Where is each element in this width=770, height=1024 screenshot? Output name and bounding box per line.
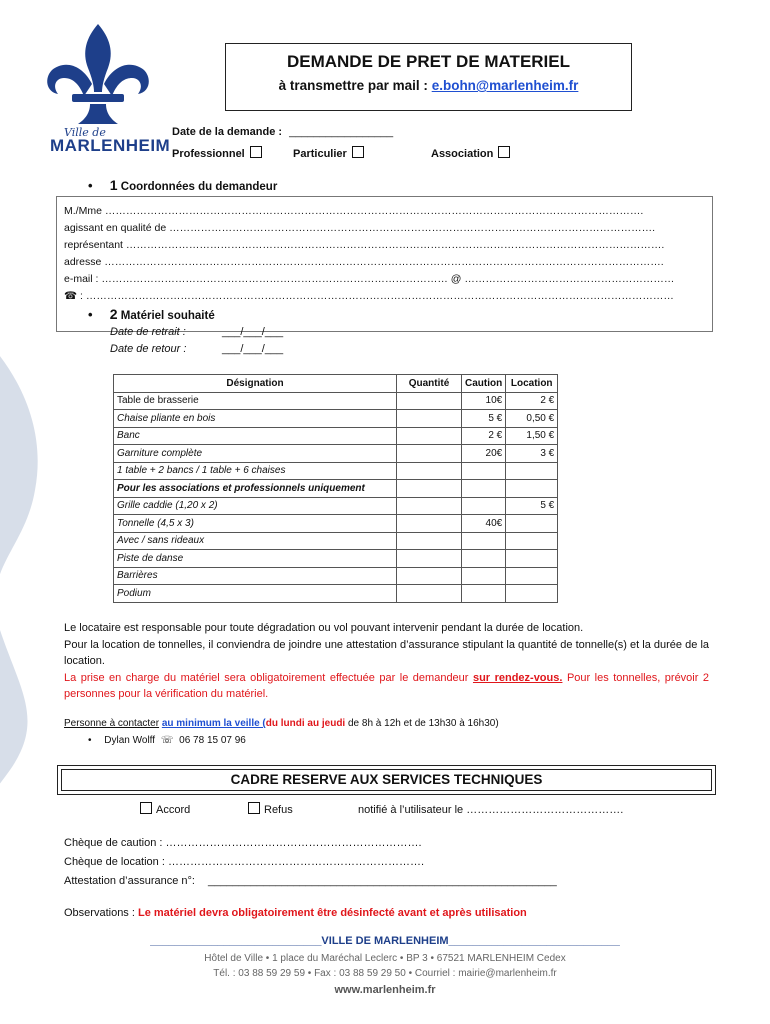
- logo: [38, 20, 171, 160]
- fleur-de-lis-icon: [38, 20, 158, 130]
- retour-date[interactable]: ___/___/___: [222, 343, 284, 355]
- bullet-icon: •: [88, 307, 93, 322]
- refus-label: Refus: [264, 804, 293, 816]
- cell-designation: Table de brasserie: [114, 392, 397, 410]
- cell-quantite[interactable]: [397, 585, 462, 603]
- section2-title: Matériel souhaité: [120, 310, 215, 322]
- cell-caution: 40€: [462, 515, 506, 533]
- field-email[interactable]: e-mail : ……………………………………………………………………………………… @ ……………………………………………………: [64, 273, 675, 285]
- notifie-field[interactable]: notifié à l’utilisateur le …………………………………….: [358, 804, 624, 816]
- table-row: [114, 532, 558, 550]
- cell-designation: Banc: [114, 427, 397, 445]
- field-mme[interactable]: M./Mme ……………………………………………………………………………………………………………………………………….: [64, 205, 644, 217]
- cell-quantite[interactable]: [397, 445, 462, 463]
- cell-location: [506, 515, 558, 533]
- retour-label: Date de retour :: [110, 343, 187, 355]
- header-location: Location: [506, 375, 558, 393]
- field-phone[interactable]: [64, 290, 674, 302]
- contact-label: Personne à contacter: [64, 718, 160, 729]
- condition-red: [64, 670, 709, 703]
- cell-location: 1,50 €: [506, 427, 558, 445]
- cell-designation: Tonnelle (4,5 x 3): [114, 515, 397, 533]
- cell-designation: 1 table + 2 bancs / 1 table + 6 chaises: [114, 462, 397, 480]
- header-quantite: Quantité: [397, 375, 462, 393]
- request-date-row: [172, 126, 393, 138]
- cell-location: [506, 585, 558, 603]
- cell-designation: Avec / sans rideaux: [114, 532, 397, 550]
- footer-address: Hôtel de Ville • 1 place du Maréchal Leclerc • BP 3 • 67521 MARLENHEIM Cedex: [204, 953, 566, 964]
- cell-location: [506, 567, 558, 585]
- cell-designation: Pour les associations et professionnels uniquement: [114, 480, 397, 498]
- cell-quantite[interactable]: [397, 532, 462, 550]
- retrait-date[interactable]: ___/___/___: [222, 326, 284, 338]
- cell-caution: [462, 480, 506, 498]
- page-title: DEMANDE DE PRET DE MATERIEL: [286, 52, 571, 71]
- logo-ville-de: Ville de: [64, 126, 106, 139]
- field-adresse[interactable]: adresse …………………………………………………………………………………………………………………………………………….: [64, 256, 664, 268]
- services-title: CADRE RESERVE AUX SERVICES TECHNIQUES: [230, 772, 543, 787]
- table-row: [114, 550, 558, 568]
- association-checkbox[interactable]: [498, 146, 510, 158]
- contact-person: [88, 735, 246, 746]
- field-agissant[interactable]: agissant en qualité de ………………………………………………………………………………………………………………………….: [64, 222, 655, 234]
- page-subtitle: [226, 78, 631, 93]
- phone-dots: : ……………………………………………………………………………………………………………………………………………………: [80, 290, 674, 302]
- particulier-checkbox[interactable]: [352, 146, 364, 158]
- cell-quantite[interactable]: [397, 392, 462, 410]
- observations: [64, 907, 527, 919]
- table-row: [114, 515, 558, 533]
- cell-location: 3 €: [506, 445, 558, 463]
- phone-icon: ☏: [160, 735, 174, 746]
- table-row: [114, 497, 558, 515]
- table-row: [114, 585, 558, 603]
- cell-caution: [462, 532, 506, 550]
- table-row: [114, 567, 558, 585]
- cell-location: [506, 532, 558, 550]
- footer-ville: ____________________________VILLE DE MARLENHEIM____________________________: [150, 935, 620, 947]
- section2-number: 2: [109, 306, 118, 322]
- type-association: [431, 146, 510, 160]
- cell-designation: Chaise pliante en bois: [114, 410, 397, 428]
- bullet-icon: •: [88, 735, 92, 746]
- cell-quantite[interactable]: [397, 410, 462, 428]
- conditions-text: [64, 620, 709, 703]
- request-date-blank[interactable]: _________________: [289, 126, 394, 138]
- cell-location: 2 €: [506, 392, 558, 410]
- section1-title: Coordonnées du demandeur: [120, 181, 278, 193]
- condition-2: Pour la location de tonnelles, il conviendra de joindre une attestation d’assurance stipulant la quantité de tonnelle(s) et la durée de la location.: [64, 638, 709, 667]
- cell-caution: [462, 567, 506, 585]
- cell-quantite[interactable]: [397, 427, 462, 445]
- type-professionnel: [172, 146, 262, 160]
- bullet-icon: •: [88, 178, 93, 193]
- subtitle-prefix: à transmettre par mail :: [278, 78, 428, 93]
- logo-name: MARLENHEIM: [50, 136, 171, 155]
- cell-location: [506, 462, 558, 480]
- table-row: [114, 410, 558, 428]
- cell-location: 5 €: [506, 497, 558, 515]
- contact-line: [64, 718, 499, 729]
- cell-designation: Piste de danse: [114, 550, 397, 568]
- table-row: [114, 427, 558, 445]
- cell-designation: Podium: [114, 585, 397, 603]
- cell-quantite[interactable]: [397, 497, 462, 515]
- table-row: [114, 462, 558, 480]
- cell-caution: [462, 462, 506, 480]
- cell-location: 0,50 €: [506, 410, 558, 428]
- condition-1: Le locataire est responsable pour toute dégradation ou vol pouvant intervenir pendant la durée de location.: [64, 622, 584, 634]
- cell-quantite[interactable]: [397, 567, 462, 585]
- cell-quantite[interactable]: [397, 550, 462, 568]
- section2-heading: [88, 306, 215, 322]
- cell-caution: [462, 585, 506, 603]
- header-caution: Caution: [462, 375, 506, 393]
- header-designation: Désignation: [114, 375, 397, 393]
- person-phone: 06 78 15 07 96: [179, 735, 246, 746]
- footer-website[interactable]: www.marlenheim.fr: [334, 984, 436, 996]
- professionnel-label: Professionnel: [172, 148, 245, 160]
- attestation-field[interactable]: [64, 875, 557, 887]
- cell-designation: Garniture complète: [114, 445, 397, 463]
- cell-caution: 20€: [462, 445, 506, 463]
- observations-label: Observations :: [64, 907, 135, 919]
- red-underline: sur rendez-vous.: [472, 671, 563, 684]
- accord-option: [140, 802, 190, 816]
- table-header-row: [114, 375, 558, 393]
- cheque-location-field[interactable]: Chèque de location : …………………………………………………………….: [64, 856, 425, 868]
- cell-location: [506, 550, 558, 568]
- title-box: [225, 43, 632, 111]
- cell-designation: Barrières: [114, 567, 397, 585]
- retrait-label: Date de retrait :: [110, 326, 186, 338]
- red-text-2: Pour les tonnelles, prévoir 2 personnes pour la vérification du matériel.: [64, 671, 710, 700]
- cell-caution: [462, 550, 506, 568]
- section1-number: 1: [109, 177, 118, 193]
- table-row: [114, 392, 558, 410]
- cell-quantite[interactable]: [397, 480, 462, 498]
- services-box: [57, 765, 716, 795]
- table-row: [114, 480, 558, 498]
- material-table: [113, 374, 558, 603]
- footer-contact: Tél. : 03 88 59 29 59 • Fax : 03 88 59 29 50 • Courriel : mairie@marlenheim.fr: [213, 968, 557, 979]
- type-particulier: [293, 146, 364, 160]
- cheque-caution-field[interactable]: Chèque de caution : …………………………………………………………….: [64, 837, 422, 849]
- refus-checkbox[interactable]: [248, 802, 260, 814]
- particulier-label: Particulier: [293, 148, 347, 160]
- fleur-de-lis-watermark: [0, 300, 50, 860]
- cell-caution: [462, 497, 506, 515]
- cell-location: [506, 480, 558, 498]
- table-row: [114, 445, 558, 463]
- cell-caution: 5 €: [462, 410, 506, 428]
- phone-icon: ☎: [64, 290, 78, 302]
- field-representant[interactable]: représentant ……………………………………………………………………………………………………………………………………….: [64, 239, 665, 251]
- cell-quantite[interactable]: [397, 462, 462, 480]
- contact-days: du lundi au jeudi: [265, 718, 346, 729]
- cell-quantite[interactable]: [397, 515, 462, 533]
- association-label: Association: [431, 148, 494, 160]
- cell-caution: 2 €: [462, 427, 506, 445]
- attestation-blank: _________________________________________________________: [208, 875, 557, 887]
- request-date-label: Date de la demande :: [172, 126, 283, 138]
- person-name: Dylan Wolff: [104, 735, 156, 746]
- contact-min-veille: au minimum la veille (: [161, 718, 266, 729]
- refus-option: [248, 802, 293, 816]
- attestation-label: Attestation d’assurance n°:: [64, 875, 195, 887]
- table-body: [114, 392, 558, 602]
- red-text-1: La prise en charge du matériel sera obligatoirement effectuée par le demandeur: [64, 671, 469, 684]
- email-link[interactable]: e.bohn@marlenheim.fr: [431, 78, 579, 93]
- accord-label: Accord: [156, 804, 191, 816]
- section1-heading: [88, 177, 277, 193]
- contact-hours: de 8h à 12h et de 13h30 à 16h30): [348, 718, 499, 729]
- cell-designation: Grille caddie (1,20 x 2): [114, 497, 397, 515]
- professionnel-checkbox[interactable]: [250, 146, 262, 158]
- observations-text: Le matériel devra obligatoirement être désinfecté avant et après utilisation: [137, 907, 527, 919]
- accord-checkbox[interactable]: [140, 802, 152, 814]
- cell-caution: 10€: [462, 392, 506, 410]
